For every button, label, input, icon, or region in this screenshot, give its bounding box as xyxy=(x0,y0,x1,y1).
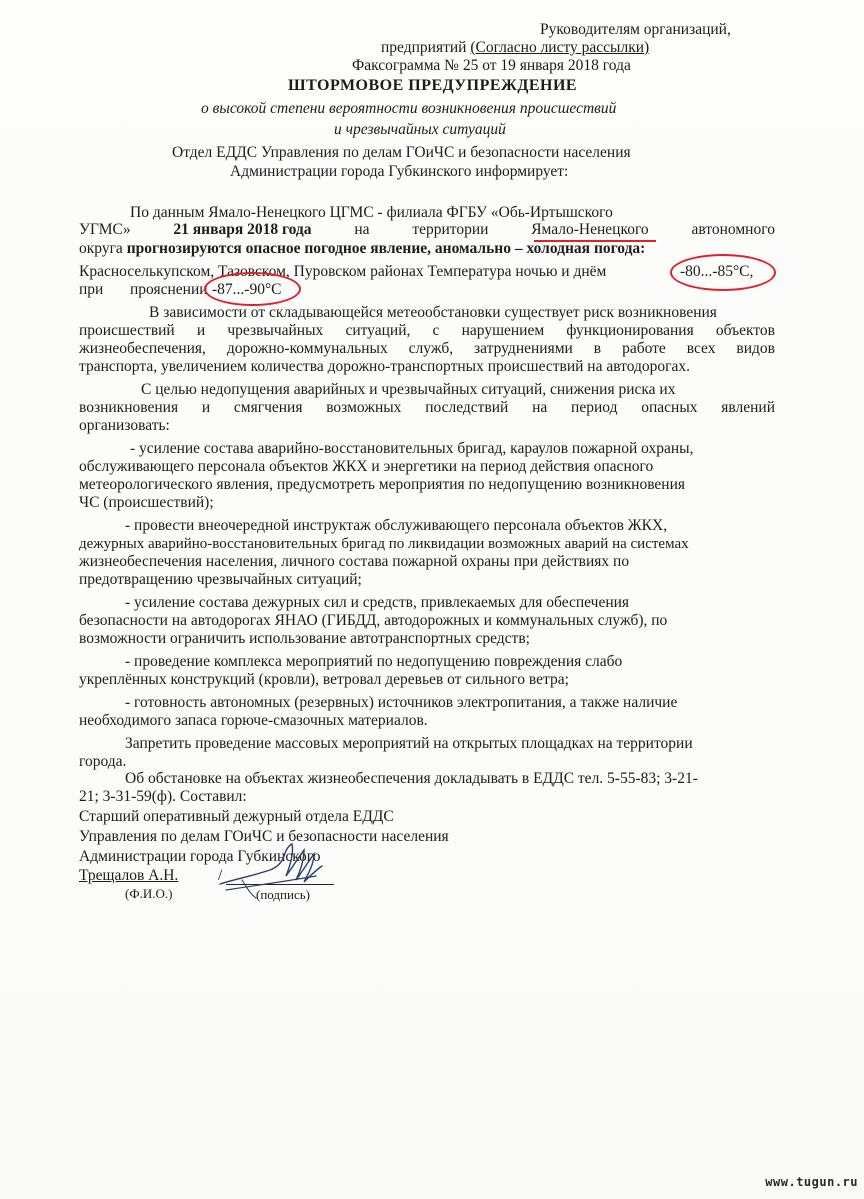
department-line-1: Отдел ЕДДС Управления по делам ГОиЧС и безопасности населения xyxy=(172,144,631,161)
measure-4-line-1: - проведение комплекса мероприятий по недопущению повреждения слабо xyxy=(125,653,623,670)
signer-position-line-1: Старший оперативный дежурный отдела ЕДДС xyxy=(79,808,394,825)
report-line-1: Об обстановке на объектах жизнеобеспечения докладывать в ЕДДС тел. 5-55-83; 3-21- xyxy=(125,770,698,787)
risk-line-2: происшествий и чрезвычайных ситуаций, с нарушением функционирования объектов xyxy=(79,322,775,339)
measure-3-line-2: безопасности на автодорогах ЯНАО (ГИБДД, автодорожных и коммунальных служб), по xyxy=(79,612,668,629)
measure-2-line-4: предотвращению чрезвычайных ситуаций; xyxy=(79,571,362,588)
signature-underline xyxy=(226,884,334,885)
forecast-word-pri: при xyxy=(79,281,104,298)
signer-position-line-2: Управления по делам ГОиЧС и безопасности населения xyxy=(79,828,449,845)
department-line-2: Администрации города Губкинского информирует: xyxy=(230,163,569,180)
forecast-line-1: По данным Ямало-Ненецкого ЦГМС - филиала ФГБУ «Обь-Иртышского xyxy=(130,204,613,221)
measure-4-line-2: укреплённых конструкций (кровли), ветровал деревьев от сильного ветра; xyxy=(79,671,569,688)
measure-1-line-2: обслуживающего персонала объектов ЖКХ и энергетики на период действия опасного xyxy=(79,458,654,475)
measure-2-line-1: - провести внеочередной инструктаж обслуживающего персонала объектов ЖКХ, xyxy=(125,517,668,534)
forecast-word-na: на xyxy=(354,221,370,238)
fax-number-date: Факсограмма № 25 от 19 января 2018 года xyxy=(352,57,631,74)
document-title: ШТОРМОВОЕ ПРЕДУПРЕЖДЕНИЕ xyxy=(288,77,578,94)
measures-intro-line-3: организовать: xyxy=(79,417,170,434)
document-subtitle-1: о высокой степени вероятности возникновения происшествий xyxy=(201,100,617,117)
measure-1-line-1: - усиление состава аварийно-восстановительных бригад, караулов пожарной охраны, xyxy=(130,440,694,457)
forecast-line-4: Красноселькупском, Тазовском, Пуровском районах Температура ночью и днём xyxy=(79,263,607,280)
document-subtitle-2: и чрезвычайных ситуаций xyxy=(334,121,506,138)
risk-line-1: В зависимости от складывающейся метеообстановки существует риск возникновения xyxy=(149,304,717,321)
measure-5-line-1: - готовность автономных (резервных) источников электропитания, а также наличие xyxy=(125,694,678,711)
forecast-word-autonomous: автономного xyxy=(691,221,775,238)
forecast-region: Ямало-Ненецкого xyxy=(531,221,649,238)
risk-line-4: транспорта, увеличением количества дорожно-транспортных происшествий на автодорогах. xyxy=(79,358,691,375)
measure-1-line-3: метеорологического явления, предусмотреть мероприятия по недопущению возникновения xyxy=(79,476,686,493)
fio-caption: (Ф.И.О.) xyxy=(125,886,173,901)
measure-5-line-2: необходимого запаса горюче-смазочных материалов. xyxy=(79,712,428,729)
signer-position-line-3: Администрации города Губкинского xyxy=(79,848,321,865)
report-line-2: 21; 3-31-59(ф). Составил: xyxy=(79,788,247,805)
measure-1-line-4: ЧС (происшествий); xyxy=(79,494,214,511)
ban-line-2: города. xyxy=(79,753,127,770)
recipients-line-2 xyxy=(381,39,649,57)
forecast-word-territory: территории xyxy=(412,221,489,238)
distribution-list-note: (Согласно листу рассылки) xyxy=(470,39,650,56)
forecast-hazard: прогнозируются опасное погодное явление, аномально – холодная погода: xyxy=(126,240,646,257)
signer-name: Трещалов А.Н. xyxy=(79,867,179,884)
ban-line-1: Запретить проведение массовых мероприятий на открытых площадках на территории xyxy=(125,735,693,752)
measures-intro-line-1: С целью недопущения аварийных и чрезвычайных ситуаций, снижения риска их xyxy=(141,381,676,398)
risk-line-3: жизнеобеспечения, дорожно-коммунальных служб, затруднениями в работе всех видов xyxy=(79,340,775,357)
recipients-line-1: Руководителям организаций, xyxy=(540,21,731,38)
forecast-agency-end: УГМС» xyxy=(79,221,131,238)
measure-2-line-2: дежурных аварийно-восстановительных бригад по ликвидации возможных аварий на системах xyxy=(79,536,689,552)
measure-3-line-3: возможности ограничить использование автотранспортных средств; xyxy=(79,630,530,647)
signature-caption: (подпись) xyxy=(256,887,310,902)
forecast-date: 21 января 2018 года xyxy=(173,221,312,238)
clear-sky-temperature: -87...-90°С xyxy=(212,281,282,298)
forecast-word-okrug: округа xyxy=(79,240,123,257)
day-night-temperature: -80...-85°С, xyxy=(680,263,754,280)
measures-intro-line-2: возникновения и смягчения возможных последствий на период опасных явлений xyxy=(79,399,775,416)
measure-2-line-3: жизнеобеспечения населения, личного состава пожарной охраны при действиях по xyxy=(79,553,630,570)
site-watermark: www.tugun.ru xyxy=(765,1175,858,1189)
measure-3-line-1: - усиление состава дежурных сил и средств, привлекаемых для обеспечения xyxy=(125,594,630,611)
forecast-line-3 xyxy=(79,240,645,258)
signature-slash: / xyxy=(218,867,223,884)
forecast-word-clearing: прояснении xyxy=(130,281,208,298)
forecast-line-2 xyxy=(79,221,775,239)
recipients-word: предприятий xyxy=(381,39,467,56)
